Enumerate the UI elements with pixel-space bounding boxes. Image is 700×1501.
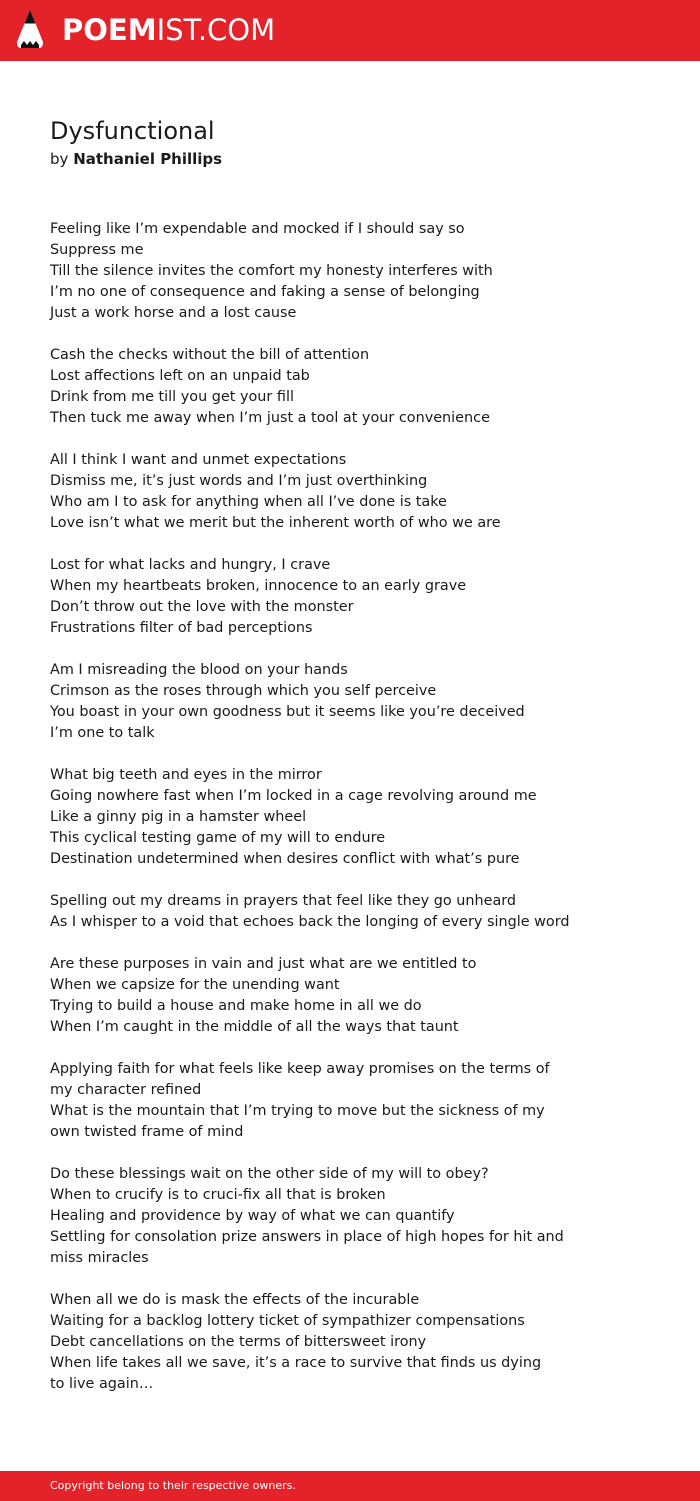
poem-line: Just a work horse and a lost cause (50, 305, 297, 321)
stanza (50, 1290, 570, 1395)
poem-line: Debt cancellations on the terms of bittersweet irony (50, 1334, 427, 1350)
poem-body (50, 219, 570, 1416)
logo-light: IST.COM (156, 13, 276, 47)
poem-line: Trying to build a house and make home in all we do (50, 998, 422, 1014)
poem-line: to live again… (50, 1376, 154, 1392)
poem-line: Dismiss me, it’s just words and I’m just overthinking (50, 473, 428, 489)
stanza (50, 1059, 570, 1143)
poem-line: Spelling out my dreams in prayers that feel like they go unheard (50, 893, 517, 909)
poem-line: You boast in your own goodness but it seems like you’re deceived (50, 704, 525, 720)
poem-line: Frustrations filter of bad perceptions (50, 620, 313, 636)
poem-line: Am I misreading the blood on your hands (50, 662, 348, 678)
poem-line: Going nowhere fast when I’m locked in a cage revolving around me (50, 788, 537, 804)
stanza (50, 555, 570, 639)
poem-line: Love isn’t what we merit but the inherent worth of who we are (50, 515, 501, 531)
poem-line: Applying faith for what feels like keep away promises on the terms of my character refined (50, 1061, 550, 1098)
poem-line: When to crucify is to cruci-fix all that is broken (50, 1187, 386, 1203)
poem-line: As I whisper to a void that echoes back the longing of every single word (50, 914, 570, 930)
stanza (50, 450, 570, 534)
poem-line: Waiting for a backlog lottery ticket of sympathizer compensations (50, 1313, 525, 1329)
stanza (50, 891, 570, 933)
poem-line: What is the mountain that I’m trying to move but the sickness of my own twisted frame of mind (50, 1103, 545, 1140)
site-logo[interactable] (62, 12, 275, 48)
poem-line: Lost affections left on an unpaid tab (50, 368, 310, 384)
poem-line: Do these blessings wait on the other side of my will to obey? (50, 1166, 489, 1182)
poem-line: Suppress me (50, 242, 144, 258)
stanza (50, 219, 570, 324)
stanza (50, 660, 570, 744)
logo-bold: POEM (62, 13, 157, 47)
poem-line: I’m no one of consequence and faking a sense of belonging (50, 284, 480, 300)
pencil-tip-icon (15, 8, 45, 52)
poem-line: Like a ginny pig in a hamster wheel (50, 809, 307, 825)
poem-line: When I’m caught in the middle of all the ways that taunt (50, 1019, 459, 1035)
poem-line: Drink from me till you get your fill (50, 389, 294, 405)
poem-line: Till the silence invites the comfort my honesty interferes with (50, 263, 493, 279)
poem-line: Cash the checks without the bill of attention (50, 347, 370, 363)
stanza (50, 954, 570, 1038)
poem-line: Settling for consolation prize answers in place of high hopes for hit and miss miracles (50, 1229, 564, 1266)
poem-line: Feeling like I’m expendable and mocked if I should say so (50, 221, 465, 237)
poem-line: Don’t throw out the love with the monster (50, 599, 354, 615)
poem-line: When we capsize for the unending want (50, 977, 340, 993)
poem-heading (50, 115, 222, 170)
poem-line: What big teeth and eyes in the mirror (50, 767, 322, 783)
poem-line: I’m one to talk (50, 725, 155, 741)
poem-line: Then tuck me away when I’m just a tool at your convenience (50, 410, 490, 426)
author-name: Nathaniel Phillips (73, 150, 223, 168)
stanza (50, 765, 570, 870)
site-header (0, 0, 700, 61)
by-label: by (50, 150, 69, 168)
site-footer (0, 1471, 700, 1501)
poem-line: Who am I to ask for anything when all I’ve done is take (50, 494, 447, 510)
poem-line: When my heartbeats broken, innocence to an early grave (50, 578, 467, 594)
poem-line: Healing and providence by way of what we can quantify (50, 1208, 455, 1224)
stanza (50, 345, 570, 429)
poem-line: When life takes all we save, it’s a race to survive that finds us dying (50, 1355, 542, 1371)
poem-line: Lost for what lacks and hungry, I crave (50, 557, 331, 573)
poem-line: This cyclical testing game of my will to endure (50, 830, 386, 846)
poem-line: When all we do is mask the effects of the incurable (50, 1292, 420, 1308)
poem-line: All I think I want and unmet expectations (50, 452, 347, 468)
byline (50, 148, 222, 170)
poem-title: Dysfunctional (50, 117, 215, 145)
stanza (50, 1164, 570, 1269)
poem-line: Destination undetermined when desires conflict with what’s pure (50, 851, 520, 867)
poem-line: Are these purposes in vain and just what are we entitled to (50, 956, 477, 972)
poem-line: Crimson as the roses through which you self perceive (50, 683, 437, 699)
copyright-text: Copyright belong to their respective owners. (50, 1479, 296, 1492)
